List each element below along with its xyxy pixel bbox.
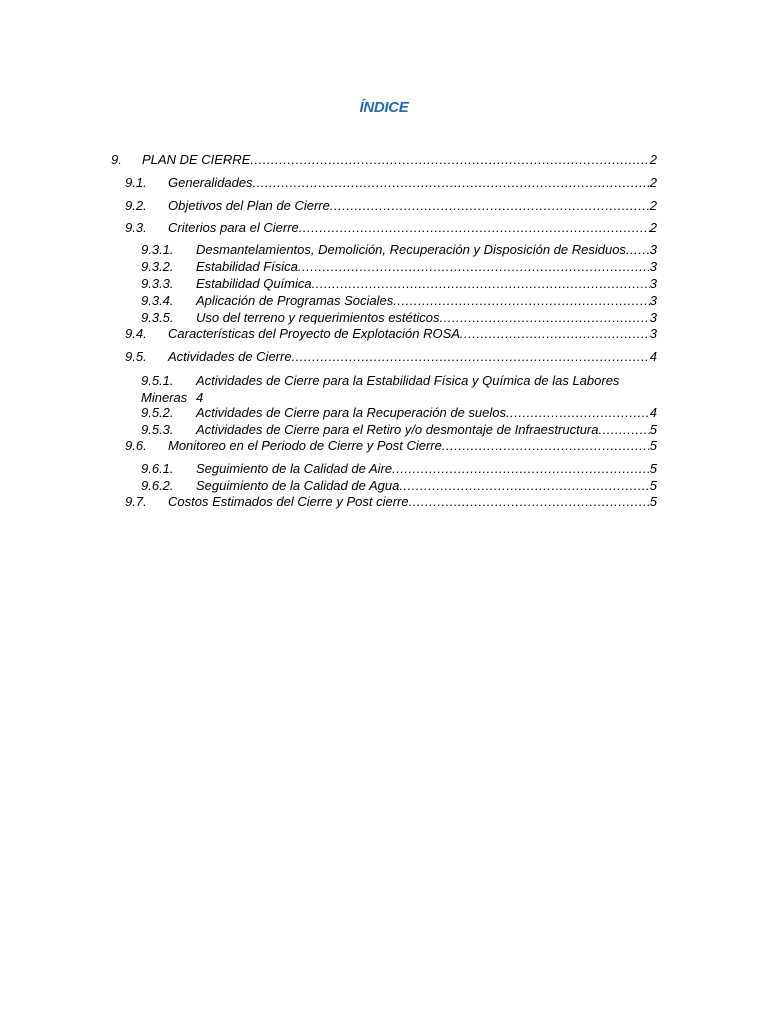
toc-entry-number: 9.5.2. bbox=[141, 405, 174, 420]
toc-entry-number: 9.5. bbox=[125, 349, 147, 364]
toc-entry-number: 9.3.2. bbox=[141, 259, 174, 274]
toc-entry-page: 3 bbox=[649, 242, 657, 257]
toc-entry-page: 5 bbox=[649, 494, 657, 509]
toc-entry-number: 9.3.5. bbox=[141, 310, 174, 325]
dot-leader bbox=[440, 310, 650, 326]
toc-entry-text: Costos Estimados del Cierre y Post cierre bbox=[168, 494, 409, 509]
dot-leader bbox=[393, 293, 649, 309]
toc-entry-page: 5 bbox=[649, 478, 657, 493]
toc-entry-text: Actividades de Cierre para el Retiro y/o desmontaje de Infraestructura bbox=[196, 422, 599, 437]
dot-leader bbox=[626, 242, 650, 258]
toc-entry-page: 3 bbox=[649, 326, 657, 341]
toc-entry-text: PLAN DE CIERRE bbox=[142, 152, 251, 167]
toc-entry-text: Actividades de Cierre para la Recuperación de suelos bbox=[196, 405, 507, 420]
toc-entry-text: Uso del terreno y requerimientos estéticos bbox=[196, 310, 440, 325]
toc-entry-page: 4 bbox=[196, 390, 204, 405]
toc-entry-number: 9.7. bbox=[125, 494, 147, 509]
toc-entry-text: Estabilidad Física bbox=[196, 259, 298, 274]
toc-entry-text: Aplicación de Programas Sociales bbox=[196, 293, 394, 308]
toc-entry-number: 9.3.4. bbox=[141, 293, 174, 308]
toc-entry-page: 3 bbox=[649, 293, 657, 308]
toc-entry-number: 9.3.1. bbox=[141, 242, 174, 257]
toc-entry-text: Actividades de Cierre para la Estabilidad Física y Química de las Labores bbox=[196, 373, 620, 388]
dot-leader bbox=[292, 349, 650, 365]
toc-entry-text: Actividades de Cierre bbox=[168, 349, 292, 364]
toc-title: ÍNDICE bbox=[359, 99, 409, 116]
toc-entry-page: 3 bbox=[649, 276, 657, 291]
toc-entry-page: 5 bbox=[649, 461, 657, 476]
toc-entry[interactable] bbox=[141, 373, 657, 407]
toc-entry-text: Seguimiento de la Calidad de Aire bbox=[196, 461, 393, 476]
toc-entry-text: Estabilidad Química bbox=[196, 276, 312, 291]
dot-leader bbox=[253, 175, 650, 191]
toc-entry-text: Generalidades bbox=[168, 175, 253, 190]
dot-leader bbox=[506, 405, 650, 421]
toc-entry-page: 2 bbox=[649, 198, 657, 213]
toc-entry-page: 4 bbox=[649, 349, 657, 364]
dot-leader bbox=[460, 326, 650, 342]
toc-entry-number: 9.3.3. bbox=[141, 276, 174, 291]
toc-entry-text: Características del Proyecto de Explotación ROSA bbox=[168, 326, 460, 341]
toc-entry-number: 9.4. bbox=[125, 326, 147, 341]
toc-entry-page: 2 bbox=[649, 175, 657, 190]
toc-entry-number: 9.6.1. bbox=[141, 461, 174, 476]
toc-entry-page: 5 bbox=[649, 422, 657, 437]
toc-entry-page: 2 bbox=[649, 220, 657, 235]
toc-entry-text: Criterios para el Cierre bbox=[168, 220, 299, 235]
dot-leader bbox=[312, 276, 650, 292]
toc-entry-page: 3 bbox=[649, 310, 657, 325]
dot-leader bbox=[250, 152, 649, 168]
dot-leader bbox=[330, 198, 650, 214]
toc-entry-text: Monitoreo en el Periodo de Cierre y Post Cierre bbox=[168, 438, 442, 453]
toc-entry-number: 9.5.1. bbox=[141, 373, 174, 388]
toc-entry-number: 9.2. bbox=[125, 198, 147, 213]
toc-entry-text: Desmantelamientos, Demolición, Recuperación y Disposición de Residuos bbox=[196, 242, 626, 257]
toc-entry-number: 9.6. bbox=[125, 438, 147, 453]
dot-leader bbox=[442, 438, 650, 454]
dot-leader bbox=[399, 478, 649, 494]
dot-leader bbox=[598, 422, 649, 438]
toc-entry-text: Seguimiento de la Calidad de Agua bbox=[196, 478, 400, 493]
toc-entry-number: 9.1. bbox=[125, 175, 147, 190]
toc-entry-text: Objetivos del Plan de Cierre bbox=[168, 198, 330, 213]
toc-entry-number: 9.5.3. bbox=[141, 422, 174, 437]
dot-leader bbox=[298, 259, 650, 275]
dot-leader bbox=[409, 494, 650, 510]
toc-entry-number: 9.6.2. bbox=[141, 478, 174, 493]
dot-leader bbox=[392, 461, 650, 477]
toc-entry-page: 3 bbox=[649, 259, 657, 274]
dot-leader bbox=[299, 220, 650, 236]
toc-entry-page: 5 bbox=[649, 438, 657, 453]
toc-entry-number: 9. bbox=[111, 152, 122, 167]
toc-entry-text-continuation: Mineras bbox=[141, 390, 188, 405]
toc-entry-number: 9.3. bbox=[125, 220, 147, 235]
toc-entry-page: 4 bbox=[649, 405, 657, 420]
toc-entry-page: 2 bbox=[649, 152, 657, 167]
